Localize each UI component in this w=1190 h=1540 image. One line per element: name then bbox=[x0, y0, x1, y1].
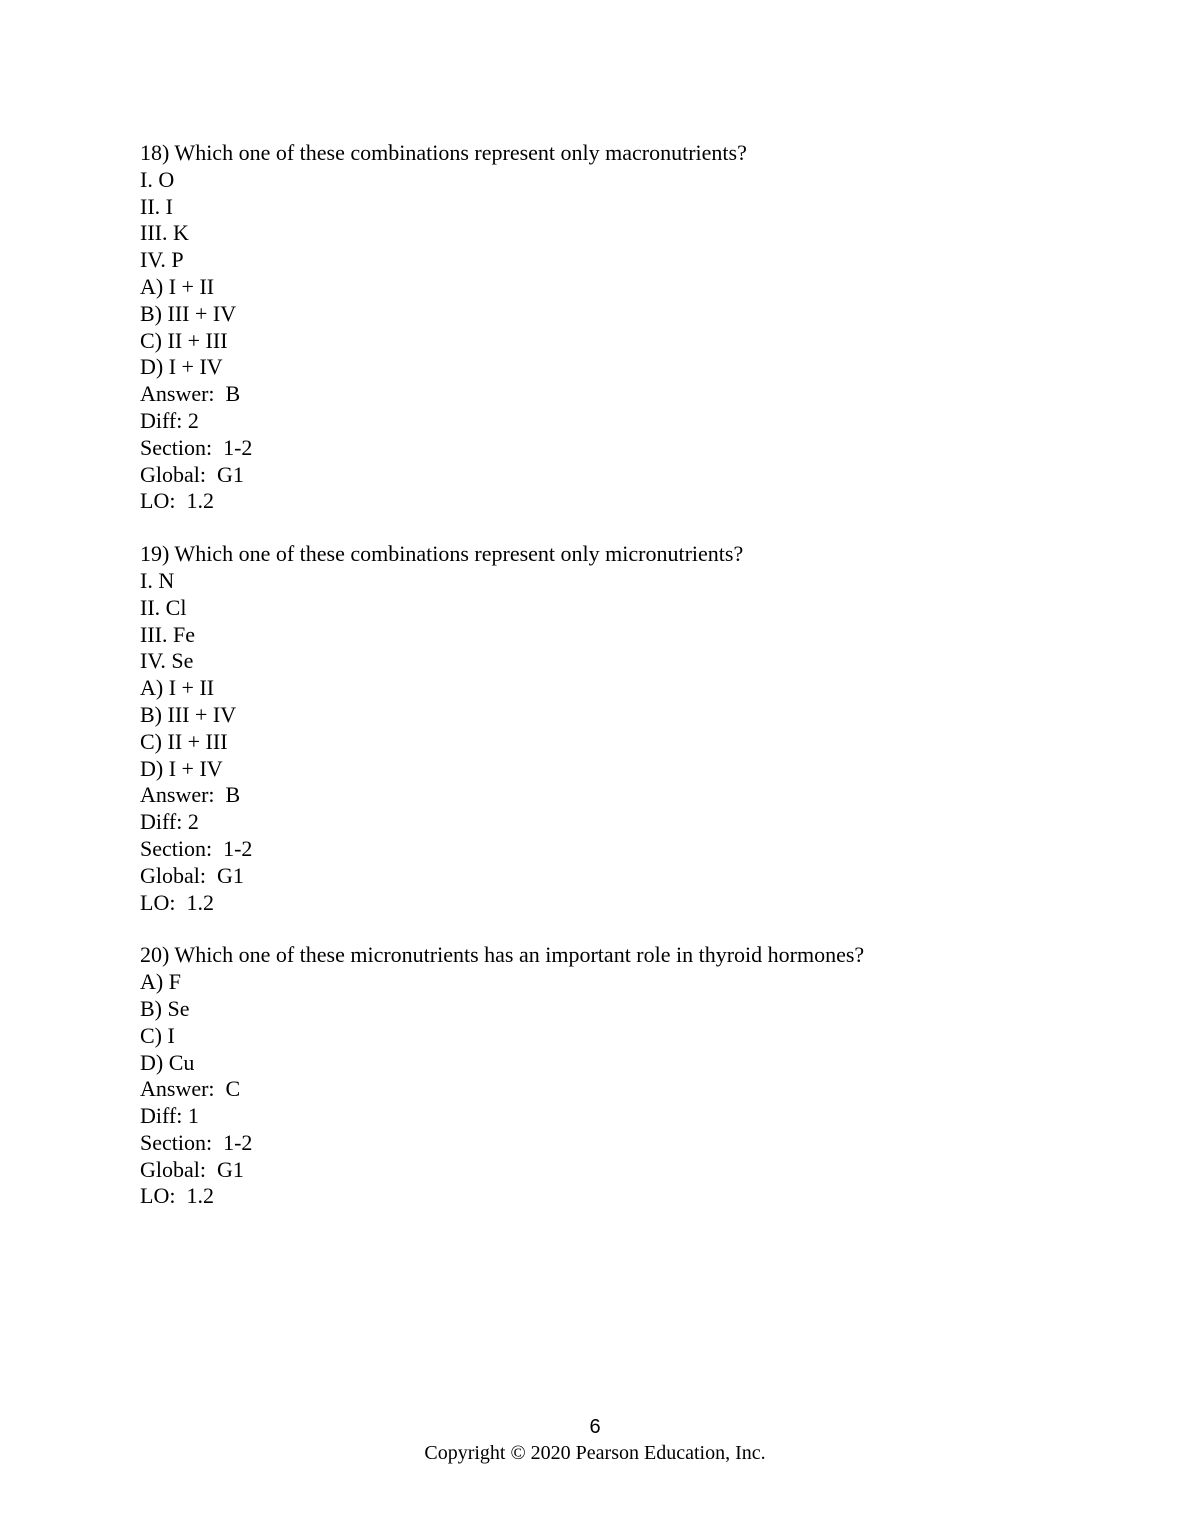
learning-objective-line: LO: 1.2 bbox=[140, 889, 214, 915]
learning-objective-line: LO: 1.2 bbox=[140, 1183, 214, 1209]
copyright-notice: Copyright © 2020 Pearson Education, Inc. bbox=[424, 1442, 766, 1464]
question-20 bbox=[140, 942, 1090, 1210]
question-18 bbox=[140, 140, 1090, 515]
global-line: Global: G1 bbox=[140, 1156, 244, 1182]
answer-choice: B) Se bbox=[140, 995, 190, 1021]
question-stem: 18) Which one of these combinations represent only macronutrients? bbox=[140, 140, 747, 165]
statement-item: I. O bbox=[140, 166, 175, 192]
answer-choice: B) III + IV bbox=[140, 300, 237, 326]
statement-item: II. I bbox=[140, 193, 173, 219]
answer-choice: C) II + III bbox=[140, 327, 228, 353]
page-number: 6 bbox=[589, 1416, 601, 1438]
difficulty-line: Diff: 2 bbox=[140, 809, 199, 835]
answer-choice: C) I bbox=[140, 1022, 175, 1048]
page-footer bbox=[0, 1414, 1190, 1466]
statement-item: III. K bbox=[140, 220, 189, 246]
difficulty-line: Diff: 1 bbox=[140, 1103, 199, 1129]
answer-choice: D) I + IV bbox=[140, 755, 223, 781]
question-stem: 20) Which one of these micronutrients has an important role in thyroid hormones? bbox=[140, 942, 865, 968]
question-19 bbox=[140, 541, 1090, 916]
question-stem: 19) Which one of these combinations represent only micronutrients? bbox=[140, 541, 744, 567]
answer-choice: C) II + III bbox=[140, 728, 228, 754]
answer-choice: B) III + IV bbox=[140, 701, 237, 727]
section-line: Section: 1-2 bbox=[140, 835, 253, 861]
answer-choice: A) F bbox=[140, 969, 181, 995]
section-line: Section: 1-2 bbox=[140, 434, 253, 460]
statement-item: IV. Se bbox=[140, 648, 194, 674]
statement-item: I. N bbox=[140, 567, 175, 593]
statement-item: IV. P bbox=[140, 247, 184, 273]
learning-objective-line: LO: 1.2 bbox=[140, 488, 214, 514]
answer-line: Answer: C bbox=[140, 1076, 241, 1102]
global-line: Global: G1 bbox=[140, 461, 244, 487]
difficulty-line: Diff: 2 bbox=[140, 407, 199, 433]
answer-choice: D) I + IV bbox=[140, 354, 223, 380]
answer-line: Answer: B bbox=[140, 381, 241, 407]
global-line: Global: G1 bbox=[140, 862, 244, 888]
statement-item: III. Fe bbox=[140, 621, 195, 647]
answer-line: Answer: B bbox=[140, 782, 241, 808]
answer-choice: A) I + II bbox=[140, 273, 215, 299]
answer-choice: D) Cu bbox=[140, 1049, 195, 1075]
page-content bbox=[140, 140, 1090, 1210]
statement-item: II. Cl bbox=[140, 594, 187, 620]
section-line: Section: 1-2 bbox=[140, 1129, 253, 1155]
answer-choice: A) I + II bbox=[140, 675, 215, 701]
